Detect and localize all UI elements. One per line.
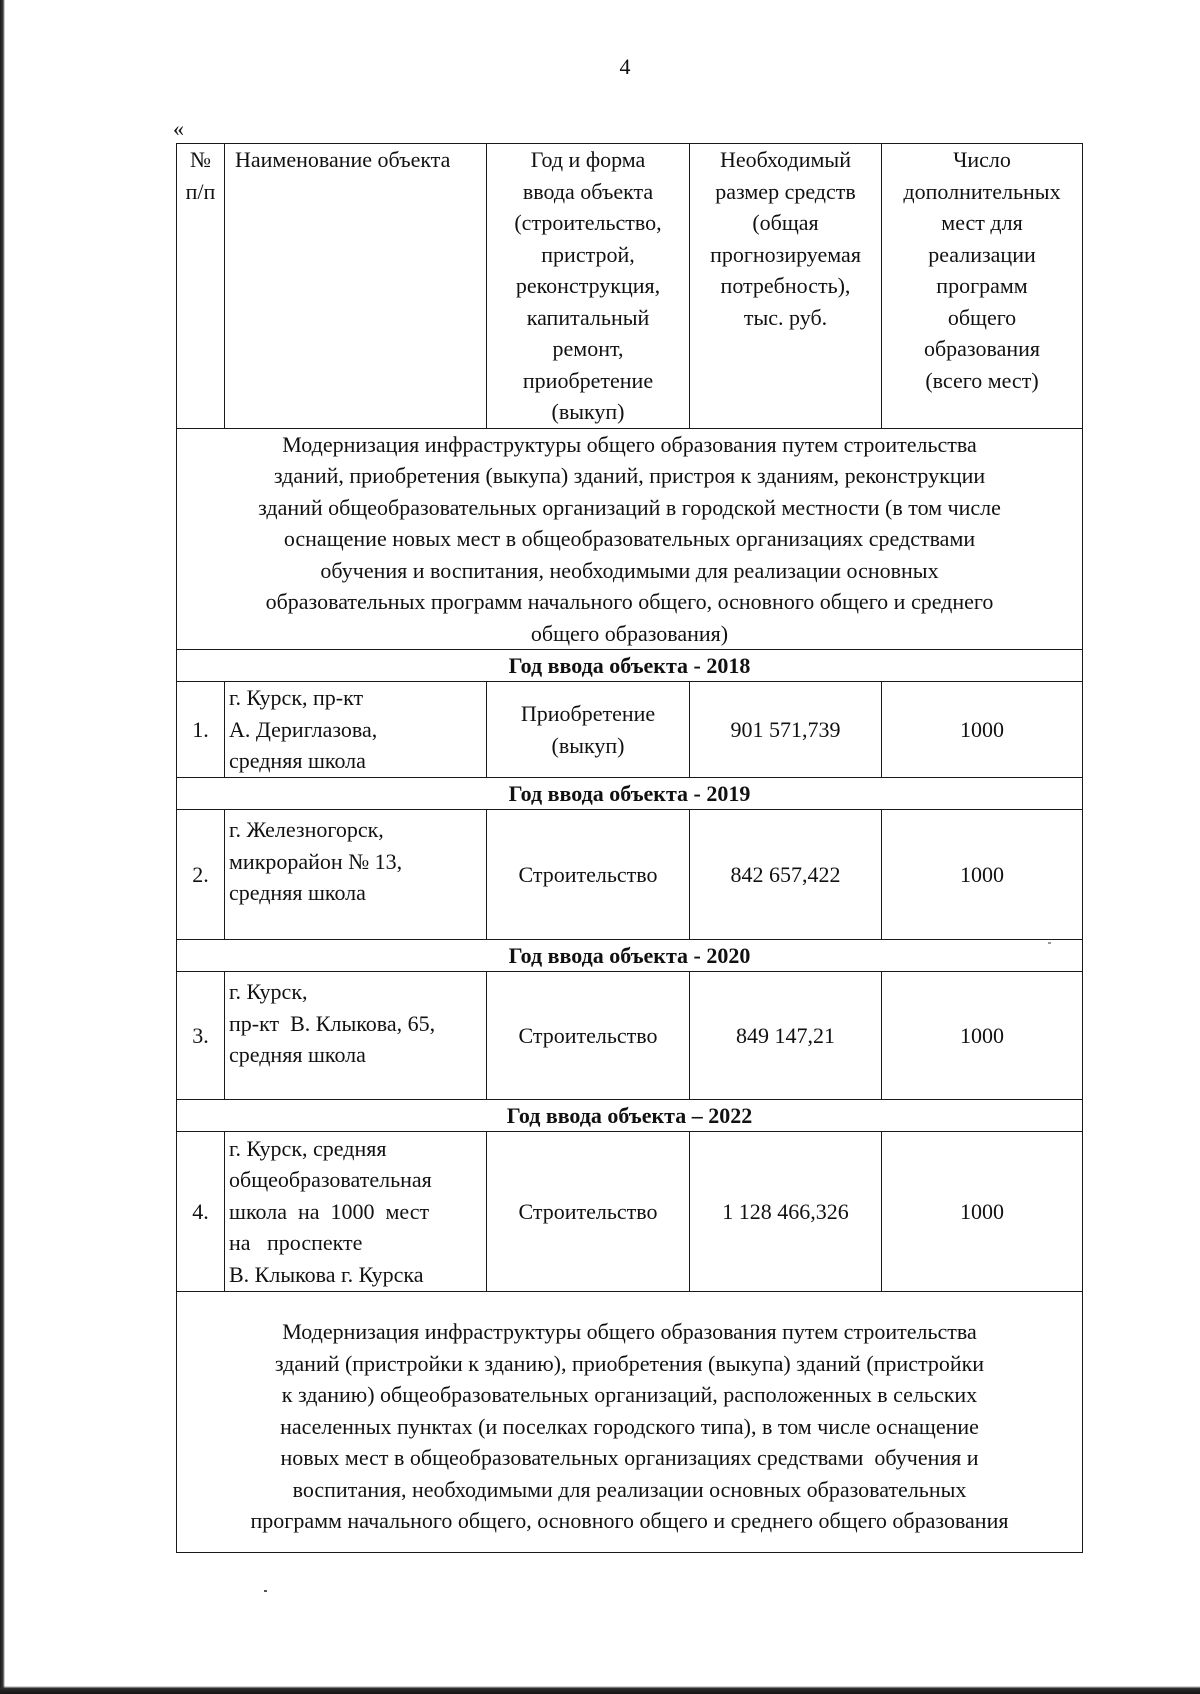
year-label: Год ввода объекта - 2019 xyxy=(177,778,1083,810)
header-cost-line: потребность), xyxy=(720,273,851,298)
scan-speck xyxy=(264,1590,267,1592)
header-places-line: (всего мест) xyxy=(925,367,1039,393)
section-urban-line: образовательных программ начального общего, основного общего и среднего xyxy=(265,589,994,614)
table-row xyxy=(177,810,1083,940)
object-name-line: В. Клыкова г. Курска xyxy=(229,1261,424,1287)
header-year-form xyxy=(487,144,690,429)
object-cost: 1 128 466,326 xyxy=(690,1132,882,1292)
header-year-form-line: реконструкция, xyxy=(515,273,661,298)
header-places xyxy=(882,144,1083,429)
section-urban-line: обучения и воспитания, необходимыми для реализации основных xyxy=(320,557,939,583)
object-name-line: пр-кт В. Клыкова, 65, xyxy=(229,1010,436,1036)
table-row xyxy=(177,682,1083,778)
header-year-form-line: пристрой, xyxy=(541,241,635,267)
row-number: 1. xyxy=(177,682,225,778)
object-places: 1000 xyxy=(882,1132,1083,1292)
year-row-2022 xyxy=(177,1100,1083,1132)
object-name-line: г. Курск, средняя xyxy=(229,1135,387,1161)
object-name-line: школа на 1000 мест xyxy=(229,1198,430,1224)
scan-speck xyxy=(1048,942,1051,944)
header-year-form-line: приобретение xyxy=(522,367,654,393)
object-name-line: общеобразовательная xyxy=(229,1167,432,1193)
object-cost: 842 657,422 xyxy=(690,810,882,940)
section-rural-line: новых мест в общеобразовательных организациях средствами обучения и xyxy=(280,1445,979,1470)
object-name-line: г. Курск, пр-кт xyxy=(229,685,364,711)
header-year-form-line: капитальный xyxy=(526,304,650,330)
section-urban-line: общего образования) xyxy=(530,620,729,646)
scan-edge-bottom xyxy=(0,1686,1200,1694)
opening-quote: « xyxy=(173,116,184,141)
object-name-line: микрорайон № 13, xyxy=(229,848,403,874)
header-name: Наименование объекта xyxy=(225,144,487,429)
object-name-line: г. Железногорск, xyxy=(229,817,384,842)
header-num-line: № xyxy=(190,147,211,172)
header-year-form-line: (строительство, xyxy=(514,210,662,235)
table-header-row xyxy=(177,144,1083,429)
section-rural-title xyxy=(177,1292,1083,1553)
header-year-form-line: ремонт, xyxy=(552,336,624,361)
row-number: 3. xyxy=(177,972,225,1100)
object-form-line: Приобретение xyxy=(520,701,656,726)
section-urban-title xyxy=(177,428,1083,650)
section-rural-line: к зданию) общеобразовательных организаций, расположенных в сельских xyxy=(281,1382,978,1407)
object-form xyxy=(487,682,690,778)
year-row-2018 xyxy=(177,650,1083,682)
object-form-line: Строительство xyxy=(518,1022,658,1048)
section-urban-line: Модернизация инфраструктуры общего образования путем строительства xyxy=(282,431,977,457)
table-row xyxy=(177,1132,1083,1292)
object-form-line: (выкуп) xyxy=(551,732,625,758)
header-places-line: дополнительных xyxy=(903,178,1061,204)
table-row xyxy=(177,972,1083,1100)
section-urban-line: оснащение новых мест в общеобразовательных организациях средствами xyxy=(283,526,976,551)
object-name-line: на проспекте xyxy=(229,1230,363,1256)
object-form xyxy=(487,810,690,940)
object-name xyxy=(225,810,487,940)
object-name-line: А. Дериглазова, xyxy=(229,716,378,742)
header-year-form-line: (выкуп) xyxy=(551,399,625,424)
object-name-line: средняя школа xyxy=(229,1042,366,1067)
section-rural-line: Модернизация инфраструктуры общего образования путем строительства xyxy=(282,1319,977,1344)
header-places-line: мест для xyxy=(941,210,1023,235)
header-places-line: образования xyxy=(923,336,1041,361)
header-places-line: Число xyxy=(953,147,1011,172)
object-places: 1000 xyxy=(882,810,1083,940)
year-row-2020 xyxy=(177,940,1083,972)
section-rural-line: программ начального общего, основного общего и среднего общего образования xyxy=(250,1508,1009,1533)
object-cost: 901 571,739 xyxy=(690,682,882,778)
header-places-line: программ xyxy=(936,273,1028,298)
header-num-line: п/п xyxy=(185,178,216,204)
section-rural-line: населенных пунктах (и поселках городского типа), в том числе оснащение xyxy=(280,1413,979,1439)
section-rural-line: воспитания, необходимыми для реализации основных образовательных xyxy=(292,1476,967,1502)
objects-table xyxy=(176,143,1083,1553)
object-form-line: Строительство xyxy=(518,1198,658,1224)
object-form-line: Строительство xyxy=(518,861,658,887)
section-rural-line: зданий (пристройки к зданию), приобретения (выкупа) зданий (пристройки xyxy=(274,1350,985,1376)
object-places: 1000 xyxy=(882,682,1083,778)
header-num xyxy=(177,144,225,429)
header-cost-line: тыс. руб. xyxy=(743,304,828,330)
section-urban-line: зданий общеобразовательных организаций в городской местности (в том числе xyxy=(258,494,1001,520)
year-label: Год ввода объекта - 2020 xyxy=(177,940,1083,972)
object-name-line: средняя школа xyxy=(229,748,366,774)
object-name-line: г. Курск, xyxy=(229,979,308,1004)
object-name xyxy=(225,972,487,1100)
section-urban-row xyxy=(177,428,1083,650)
object-name xyxy=(225,1132,487,1292)
header-year-form-line: ввода объекта xyxy=(522,178,654,204)
year-row-2019 xyxy=(177,778,1083,810)
header-cost-line: Необходимый xyxy=(720,147,851,172)
object-name xyxy=(225,682,487,778)
section-rural-row xyxy=(177,1292,1083,1553)
header-cost-line: прогнозируемая xyxy=(710,241,861,267)
year-label: Год ввода объекта - 2018 xyxy=(177,650,1083,682)
page-number: 4 xyxy=(619,54,631,79)
header-places-line: реализации xyxy=(928,241,1036,267)
object-form xyxy=(487,972,690,1100)
object-name-line: средняя школа xyxy=(229,880,366,905)
scan-edge-left xyxy=(0,0,5,1694)
header-cost-line: размер средств xyxy=(715,178,856,204)
row-number: 4. xyxy=(177,1132,225,1292)
object-cost: 849 147,21 xyxy=(690,972,882,1100)
header-cost-line: (общая xyxy=(752,210,819,235)
header-places-line: общего xyxy=(947,304,1017,330)
object-form xyxy=(487,1132,690,1292)
header-cost xyxy=(690,144,882,429)
header-year-form-line: Год и форма xyxy=(530,147,646,172)
object-places: 1000 xyxy=(882,972,1083,1100)
section-urban-line: зданий, приобретения (выкупа) зданий, пристроя к зданиям, реконструкции xyxy=(273,463,986,488)
year-label: Год ввода объекта – 2022 xyxy=(177,1100,1083,1132)
row-number: 2. xyxy=(177,810,225,940)
